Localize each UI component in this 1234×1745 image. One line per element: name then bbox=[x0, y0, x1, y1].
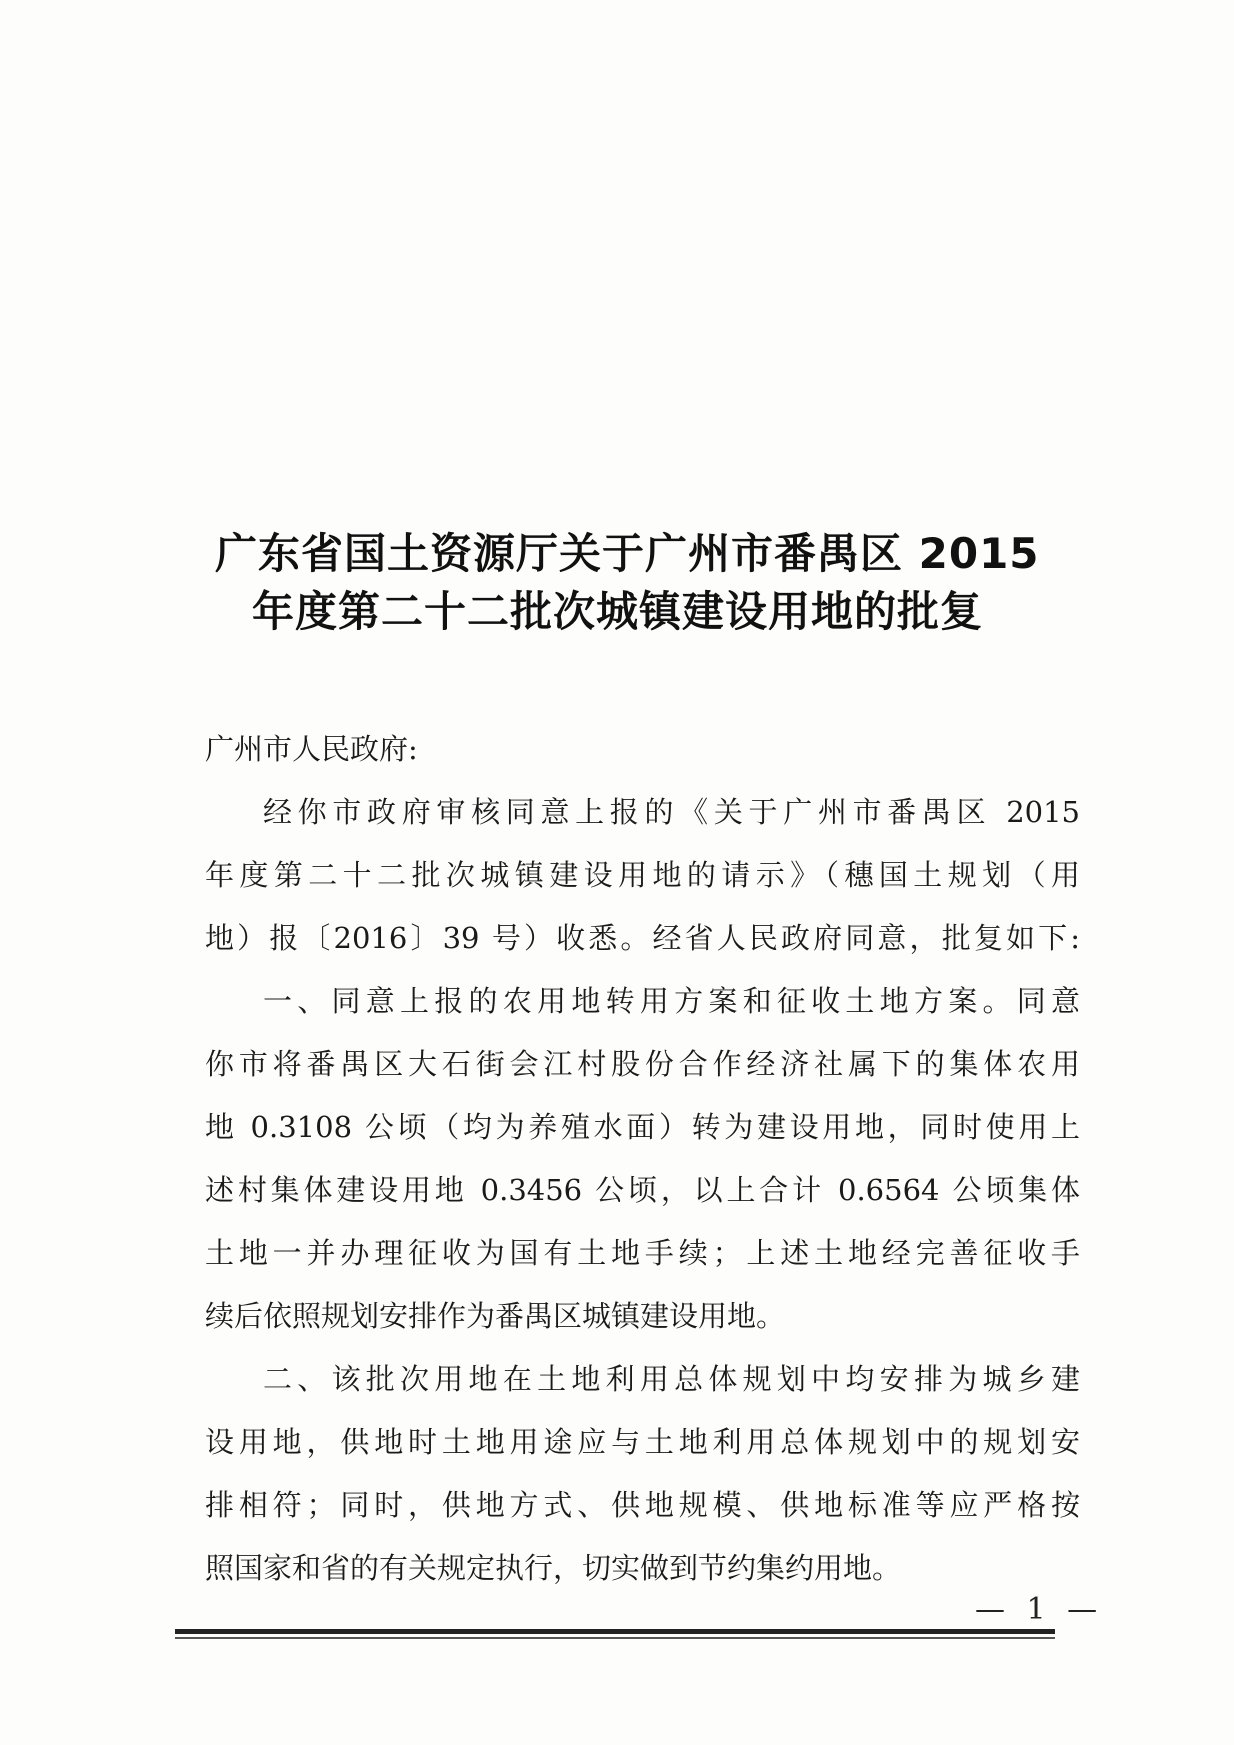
paragraph-line: 经你市政府审核同意上报的《关于广州市番禺区 2015 bbox=[263, 795, 1080, 829]
paragraph-line: 地）报〔2016〕39 号）收悉。经省人民政府同意，批复如下: bbox=[205, 921, 1080, 955]
paragraph-line: 地 0.3108 公顷（均为养殖水面）转为建设用地，同时使用上 bbox=[205, 1110, 1080, 1144]
paragraph-line: 照国家和省的有关规定执行，切实做到节约集约用地。 bbox=[205, 1551, 902, 1585]
paragraph-line: 述村集体建设用地 0.3456 公顷，以上合计 0.6564 公顷集体 bbox=[205, 1173, 1080, 1207]
title-line-1: 广东省国土资源厅关于广州市番禺区 2015 bbox=[215, 529, 1040, 578]
document-title bbox=[200, 525, 1060, 641]
salutation: 广州市人民政府: bbox=[205, 732, 418, 766]
paragraph-line: 一、同意上报的农用地转用方案和征收土地方案。同意 bbox=[263, 984, 1080, 1018]
page-number: — 1 — bbox=[975, 1592, 1104, 1627]
paragraph-line: 设用地，供地时土地用途应与土地利用总体规划中的规划安 bbox=[205, 1425, 1080, 1459]
paragraph-line: 排相符；同时，供地方式、供地规模、供地标准等应严格按 bbox=[205, 1488, 1080, 1522]
footer-rule-thin bbox=[175, 1637, 1055, 1639]
title-line-2: 年度第二十二批次城镇建设用地的批复 bbox=[252, 587, 984, 636]
paragraph-line: 二、该批次用地在土地利用总体规划中均安排为城乡建 bbox=[263, 1362, 1080, 1396]
footer-rule bbox=[175, 1629, 1055, 1634]
paragraph-line: 你市将番禺区大石街会江村股份合作经济社属下的集体农用 bbox=[205, 1047, 1080, 1081]
document-body bbox=[205, 718, 1080, 1600]
paragraph-line: 续后依照规划安排作为番禺区城镇建设用地。 bbox=[205, 1299, 786, 1333]
paragraph-line: 年度第二十二批次城镇建设用地的请示》（穗国土规划（用 bbox=[205, 858, 1080, 892]
paragraph-line: 土地一并办理征收为国有土地手续；上述土地经完善征收手 bbox=[205, 1236, 1080, 1270]
